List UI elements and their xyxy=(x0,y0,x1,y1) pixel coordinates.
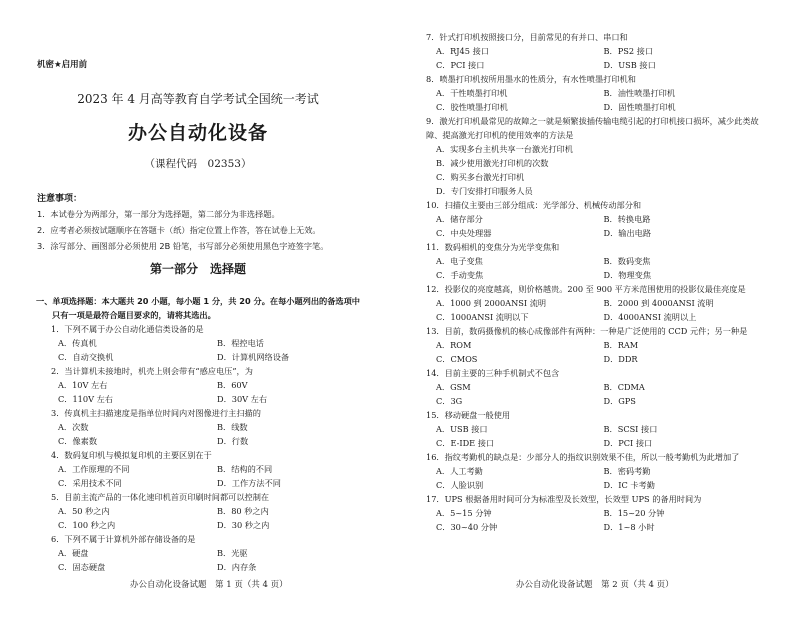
answer-option: D．专门安排打印服务人员 xyxy=(436,186,533,196)
instruction-line: 只有一项是最符合题目要求的，请将其选出。 xyxy=(52,310,216,320)
question-stem: 4．数码复印机与模拟复印机的主要区别在于 xyxy=(51,450,212,460)
question-item xyxy=(36,448,376,490)
option-group xyxy=(426,254,771,282)
question-item xyxy=(426,240,771,282)
answer-option: D．USB 接口 xyxy=(603,60,656,70)
option-group xyxy=(36,336,376,364)
question-item xyxy=(426,30,771,72)
answer-option: C．100 秒之内 xyxy=(58,520,116,530)
option-group xyxy=(426,142,771,198)
question-item xyxy=(426,198,771,240)
answer-option: B．结构的不同 xyxy=(217,464,273,474)
question-stem: 2．当计算机未接地时，机壳上则会带有“感应电压”，为 xyxy=(51,366,253,376)
answer-option: C．采用技术不同 xyxy=(58,478,122,488)
answer-option: C．1000ANSI 流明以下 xyxy=(436,312,529,322)
answer-option: B．2000 到 4000ANSI 流明 xyxy=(603,298,714,308)
question-item xyxy=(426,492,771,534)
question-stem: 5．目前主流产品的一体化速印机首页印刷时间都可以控制在 xyxy=(51,492,270,502)
option-group xyxy=(426,212,771,240)
answer-option: A．5~15 分钟 xyxy=(436,508,492,518)
option-group xyxy=(426,86,771,114)
notes-list xyxy=(37,206,377,254)
question-stem: 15．移动硬盘一般使用 xyxy=(426,410,511,420)
page-footer: 办公自动化设备试题 第 2 页（共 4 页） xyxy=(516,580,674,590)
answer-option: B．减少使用激光打印机的次数 xyxy=(436,158,549,168)
answer-option: B．数码变焦 xyxy=(603,256,651,266)
right-page xyxy=(396,0,793,628)
answer-option: B．RAM xyxy=(603,340,639,350)
answer-option: A．1000 到 2000ANSI 流明 xyxy=(436,298,547,308)
question-item xyxy=(36,490,376,532)
answer-option: C．中央处理器 xyxy=(436,228,492,238)
answer-option: D．GPS xyxy=(603,396,636,406)
question-item xyxy=(426,450,771,492)
answer-option: A．50 秒之内 xyxy=(58,506,110,516)
answer-option: B．60V xyxy=(217,380,248,390)
note-item: 3．涂写部分、画图部分必须使用 2B 铅笔，书写部分必须使用黑色字迹签字笔。 xyxy=(37,241,329,251)
question-stem: 10．扫描仪主要由三部分组成：光学部分、机械传动部分和 xyxy=(426,200,642,210)
answer-option: C．固态硬盘 xyxy=(58,562,106,572)
answer-option: C．像素数 xyxy=(58,436,98,446)
answer-option: C．购买多台激光打印机 xyxy=(436,172,525,182)
question-item xyxy=(36,322,376,364)
question-list xyxy=(36,322,376,574)
question-item xyxy=(36,406,376,448)
answer-option: A．传真机 xyxy=(58,338,97,348)
question-stem: 1．下列不属于办公自动化通信类设备的是 xyxy=(51,324,204,334)
course-code: （课程代码 02353） xyxy=(144,158,252,170)
note-item: 2．应考者必须按试题顺序在答题卡（纸）指定位置上作答，答在试卷上无效。 xyxy=(37,225,321,235)
option-group xyxy=(36,504,376,532)
instruction-line: 一、单项选择题：本大题共 20 小题，每小题 1 分，共 20 分。在每小题列出的备选项中 xyxy=(36,296,360,306)
answer-option: B．CDMA xyxy=(603,382,645,392)
question-item xyxy=(426,366,771,408)
answer-option: A．实现多台主机共享一台激光打印机 xyxy=(436,144,573,154)
note-item: 1．本试卷分为两部分，第一部分为选择题，第二部分为非选择题。 xyxy=(37,209,280,219)
option-group xyxy=(426,464,771,492)
answer-option: D．输出电路 xyxy=(603,228,652,238)
question-item xyxy=(426,282,771,324)
answer-option: B．15~20 分钟 xyxy=(603,508,665,518)
option-group xyxy=(36,462,376,490)
question-item xyxy=(36,364,376,406)
answer-option: B．密码考勤 xyxy=(603,466,651,476)
answer-option: A．ROM xyxy=(436,340,472,350)
question-stem: 9．激光打印机最常见的故障之一就是频繁拔插传输电缆引起的打印机接口损坏，减少此类故障、提高激光打印机的使用效率的方法是 xyxy=(426,116,759,140)
answer-option: A．GSM xyxy=(436,382,471,392)
answer-option: B．程控电话 xyxy=(217,338,264,348)
answer-option: A．电子变焦 xyxy=(436,256,483,266)
option-group xyxy=(426,296,771,324)
answer-option: C．30~40 分钟 xyxy=(436,522,498,532)
answer-option: D．固性喷墨打印机 xyxy=(603,102,676,112)
answer-option: D．30V 左右 xyxy=(217,394,268,404)
answer-option: C．CMOS xyxy=(436,354,478,364)
option-group xyxy=(36,378,376,406)
option-group xyxy=(426,422,771,450)
option-group xyxy=(426,506,771,534)
answer-option: D．30 秒之内 xyxy=(217,520,270,530)
answer-option: B．转换电路 xyxy=(603,214,651,224)
question-item xyxy=(426,114,771,198)
question-stem: 6．下列不属于计算机外部存储设备的是 xyxy=(51,534,196,544)
answer-option: D．IC 卡考勤 xyxy=(603,480,655,490)
question-item xyxy=(426,408,771,450)
answer-option: A．10V 左右 xyxy=(58,380,108,390)
question-stem: 14．目前主要的三种手机制式不包含 xyxy=(426,368,560,378)
question-stem: 16．指纹考勤机的缺点是：少部分人的指纹识别效果不佳，所以一般考勤机为此增加了 xyxy=(426,452,740,462)
page-footer: 办公自动化设备试题 第 1 页（共 4 页） xyxy=(130,580,288,590)
question-item xyxy=(36,532,376,574)
question-stem: 13．目前，数码摄像机的核心成像部件有两种：一种是广泛使用的 CCD 元件；另一种是 xyxy=(426,326,748,336)
question-stem: 8．喷墨打印机按所用墨水的性质分，有水性喷墨打印机和 xyxy=(426,74,636,84)
answer-option: D．计算机网络设备 xyxy=(217,352,290,362)
option-group xyxy=(426,380,771,408)
answer-option: D．1~8 小时 xyxy=(603,522,655,532)
answer-option: D．行数 xyxy=(217,436,249,446)
answer-option: B．80 秒之内 xyxy=(217,506,269,516)
question-stem: 7．针式打印机按照接口分，目前常见的有并口、串口和 xyxy=(426,32,628,42)
answer-option: C．110V 左右 xyxy=(58,394,113,404)
answer-option: D．DDR xyxy=(603,354,638,364)
answer-option: A．硬盘 xyxy=(58,548,89,558)
option-group xyxy=(36,420,376,448)
answer-option: C．PCI 接口 xyxy=(436,60,485,70)
notes-heading: 注意事项： xyxy=(37,194,83,204)
answer-option: C．人脸识别 xyxy=(436,480,484,490)
answer-option: C．胶性喷墨打印机 xyxy=(436,102,508,112)
question-item xyxy=(426,72,771,114)
answer-option: D．内存条 xyxy=(217,562,257,572)
answer-option: B．光驱 xyxy=(217,548,248,558)
answer-option: A．次数 xyxy=(58,422,89,432)
answer-option: D．工作方法不同 xyxy=(217,478,281,488)
answer-option: A．人工考勤 xyxy=(436,466,483,476)
answer-option: A．工作原理的不同 xyxy=(58,464,130,474)
part-title: 第一部分 选择题 xyxy=(149,262,246,276)
answer-option: D．物理变焦 xyxy=(603,270,652,280)
section-instruction xyxy=(36,294,381,322)
answer-option: D．PCI 接口 xyxy=(603,438,653,448)
answer-option: C．自动交换机 xyxy=(58,352,114,362)
answer-option: A．干性喷墨打印机 xyxy=(436,88,508,98)
answer-option: C．3G xyxy=(436,396,463,406)
exam-title: 2023 年 4 月高等教育自学考试全国统一考试 xyxy=(77,92,319,106)
question-item xyxy=(426,324,771,366)
answer-option: A．USB 接口 xyxy=(436,424,488,434)
question-stem: 17．UPS 根据备用时间可分为标准型及长效型，长效型 UPS 的备用时间为 xyxy=(426,494,702,504)
answer-option: B．线数 xyxy=(217,422,248,432)
answer-option: D．4000ANSI 流明以上 xyxy=(603,312,697,322)
option-group xyxy=(426,338,771,366)
answer-option: B．油性喷墨打印机 xyxy=(603,88,676,98)
option-group xyxy=(426,44,771,72)
answer-option: B．PS2 接口 xyxy=(603,46,654,56)
answer-option: C．手动变焦 xyxy=(436,270,484,280)
option-group xyxy=(36,546,376,574)
subject-title: 办公自动化设备 xyxy=(127,122,268,144)
left-page xyxy=(0,0,396,628)
answer-option: C．E-IDE 接口 xyxy=(436,438,495,448)
answer-option: A．储存部分 xyxy=(436,214,483,224)
question-list xyxy=(426,30,771,534)
answer-option: A．RJ45 接口 xyxy=(436,46,489,56)
question-stem: 3．传真机主扫描速度是指单位时间内对图像进行主扫描的 xyxy=(51,408,261,418)
question-stem: 11．数码相机的变焦分为光学变焦和 xyxy=(426,242,560,252)
secret-label: 机密★启用前 xyxy=(37,60,88,70)
question-stem: 12．投影仪的亮度越高，则价格越贵。200 至 900 平方米范围使用的投影仪最佳亮度是 xyxy=(426,284,746,294)
answer-option: B．SCSI 接口 xyxy=(603,424,658,434)
